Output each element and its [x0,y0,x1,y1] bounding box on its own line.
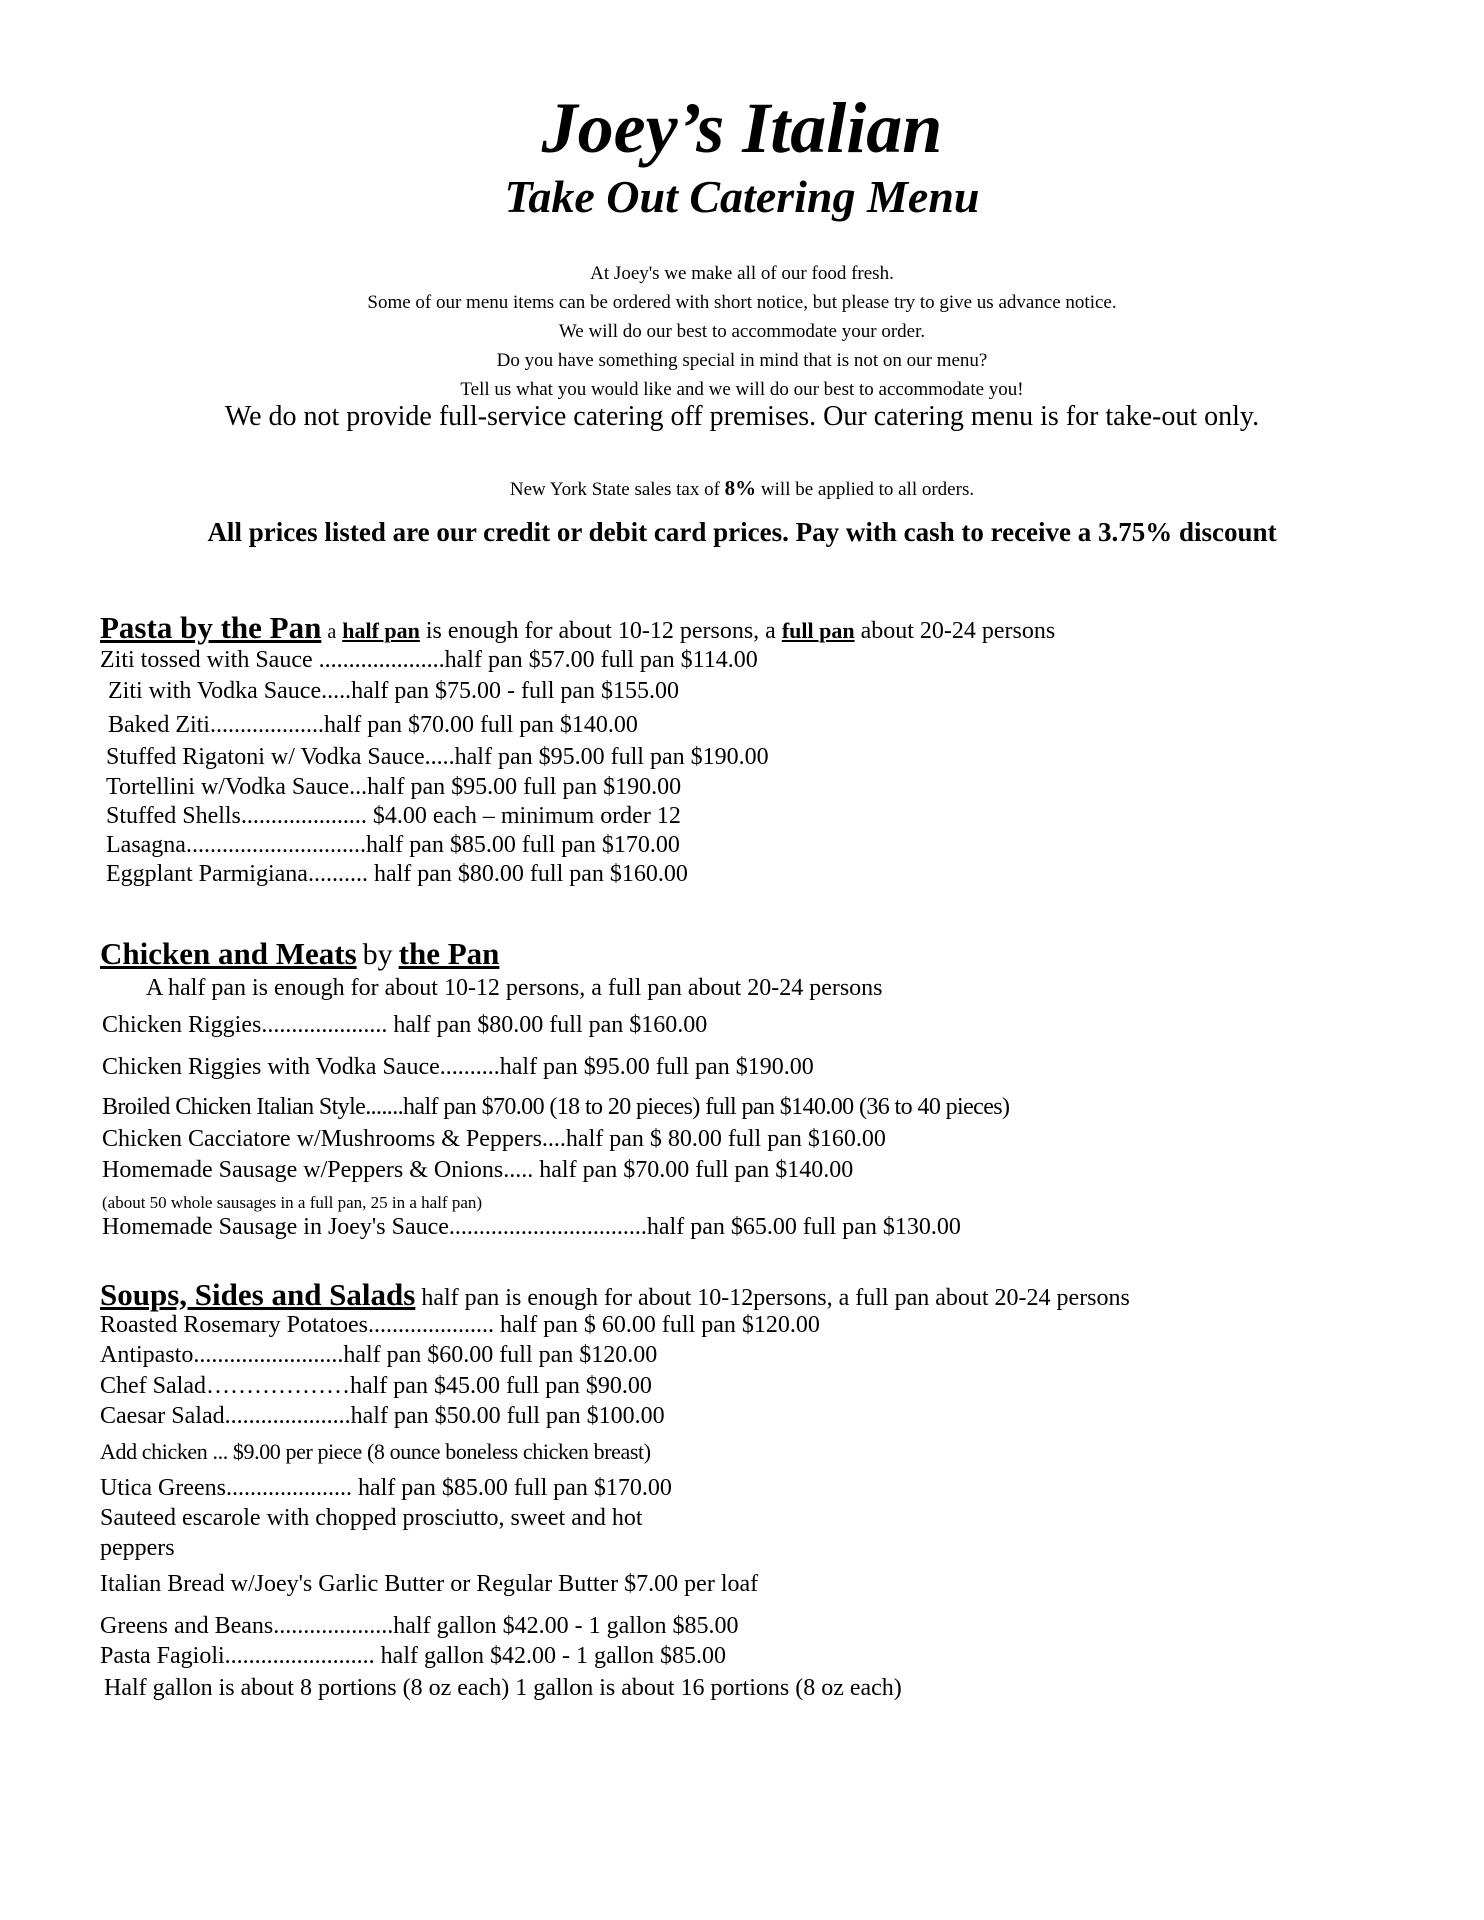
intro-line: Do you have something special in mind that is not on our menu? [496,350,988,371]
section-title: Chicken and Meats [100,936,357,971]
menu-item: Chicken Cacciatore w/Mushrooms & Peppers....half pan $ 80.00 full pan $160.00 [102,1126,886,1152]
heading-note: is enough for about 10-12 persons, a [425,618,776,644]
menu-item: Antipasto.........................half pan $60.00 full pan $120.00 [100,1342,658,1368]
menu-item: Chicken Riggies..................... half pan $80.00 full pan $160.00 [102,1012,708,1038]
pasta-section [100,610,1400,887]
section-title: Soups, Sides and Salads [100,1277,416,1312]
intro-line: We will do our best to accommodate your order. [558,321,926,342]
menu-item: Stuffed Rigatoni w/ Vodka Sauce.....half pan $95.00 full pan $190.00 [106,744,769,770]
portions-note: Half gallon is about 8 portions (8 oz each) 1 gallon is about 16 portions (8 oz each) [104,1675,902,1701]
menu-item: Stuffed Shells..................... $4.00 each – minimum order 12 [106,803,681,829]
tax-text-after: will be applied to all orders. [760,479,975,500]
menu-item: Ziti tossed with Sauce .....................half pan $57.00 full pan $114.00 [100,647,758,673]
section-note: A half pan is enough for about 10-12 persons, a full pan about 20-24 persons [146,975,883,1001]
menu-item: Tortellini w/Vodka Sauce...half pan $95.00 full pan $190.00 [106,774,682,800]
menu-subtitle: Take Out Catering Menu [504,171,980,222]
chicken-meats-section [100,936,1400,1240]
soups-heading-row [100,1278,1400,1315]
intro-text [0,259,1484,404]
section-title-by: by [362,938,393,971]
menu-item: Broiled Chicken Italian Style.......half pan $70.00 (18 to 20 pieces) full pan $140.00 (36 to 40 pieces) [102,1094,1010,1120]
menu-item: Chef Salad………………half pan $45.00 full pan $90.00 [100,1373,652,1399]
menu-item: Caesar Salad.....................half pan $50.00 full pan $100.00 [100,1403,665,1429]
intro-line: Tell us what you would like and we will do our best to accommodate you! [460,379,1024,400]
pasta-heading-row [100,611,1400,649]
soups-sides-salads-section [100,1277,1400,1701]
menu-item: Homemade Sausage in Joey's Sauce.................................half pan $65.00 full pan $130.00 [102,1214,961,1240]
heading-note: a [327,621,337,643]
meats-heading-row [100,937,1400,974]
intro-line: At Joey's we make all of our food fresh. [590,263,894,284]
menu-item: Ziti with Vodka Sauce.....half pan $75.00 - full pan $155.00 [108,678,680,704]
utica-greens-description: Sauteed escarole with chopped prosciutto, sweet and hot peppers [100,1505,643,1561]
cash-discount-note: All prices listed are our credit or debit card prices. Pay with cash to receive a 3.75% discount [207,517,1277,547]
section-title: Pasta by the Pan [100,610,322,645]
takeout-note: We do not provide full-service catering off premises. Our catering menu is for take-out only. [224,401,1260,432]
menu-item: Utica Greens..................... half pan $85.00 full pan $170.00 [100,1475,672,1501]
heading-note: about 20-24 persons [860,618,1056,644]
menu-item: Add chicken ... $9.00 per piece (8 ounce boneless chicken breast) [100,1439,651,1464]
section-title: the Pan [398,936,500,971]
restaurant-title: Joey’s Italian [541,88,943,168]
menu-item: Chicken Riggies with Vodka Sauce..........half pan $95.00 full pan $190.00 [102,1054,814,1080]
heading-note-em: full pan [781,618,855,643]
menu-item: Italian Bread w/Joey's Garlic Butter or Regular Butter $7.00 per loaf [100,1571,759,1597]
intro-line: Some of our menu items can be ordered with short notice, but please try to give us advance notice. [367,292,1117,313]
menu-item: Roasted Rosemary Potatoes..................... half pan $ 60.00 full pan $120.00 [100,1312,820,1338]
heading-note: half pan is enough for about 10-12persons, a full pan about 20-24 persons [421,1285,1130,1311]
menu-item: Greens and Beans....................half gallon $42.00 - 1 gallon $85.00 [100,1613,739,1639]
sausage-note: (about 50 whole sausages in a full pan, 25 in a half pan) [102,1193,483,1212]
tax-rate: 8% [724,476,757,500]
menu-item: Eggplant Parmigiana.......... half pan $80.00 full pan $160.00 [106,861,688,887]
tax-text-before: New York State sales tax of [509,479,720,500]
menu-item: Pasta Fagioli......................... half gallon $42.00 - 1 gallon $85.00 [100,1643,726,1669]
menu-item: Lasagna..............................half pan $85.00 full pan $170.00 [106,832,680,858]
heading-note-em: half pan [342,618,420,643]
sales-tax-note [0,475,1484,503]
menu-item: Baked Ziti...................half pan $70.00 full pan $140.00 [108,712,638,738]
menu-item: Homemade Sausage w/Peppers & Onions..... half pan $70.00 full pan $140.00 [102,1157,854,1183]
